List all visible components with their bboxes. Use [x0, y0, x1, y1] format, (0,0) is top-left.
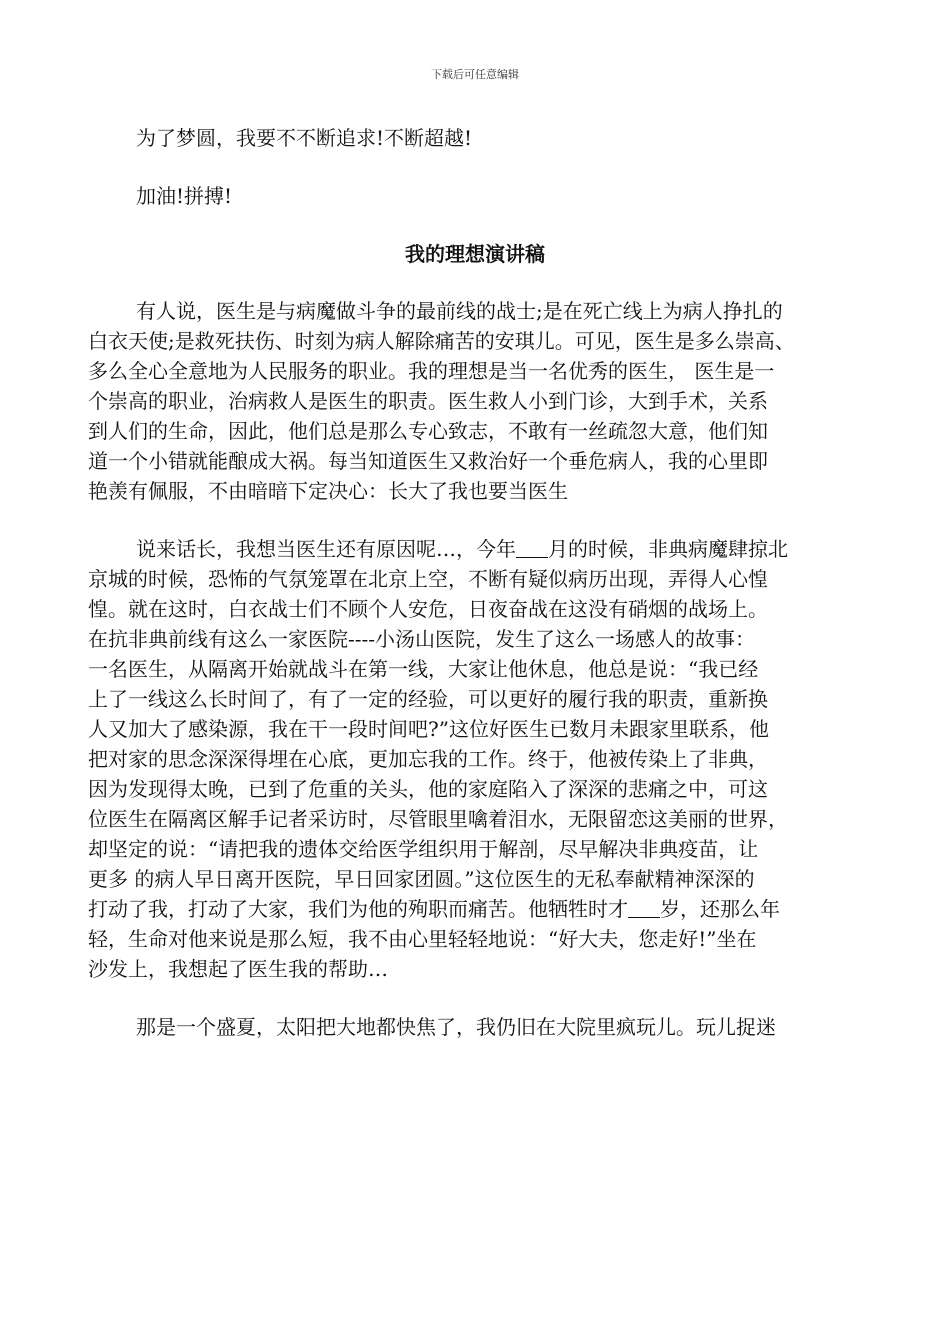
line-text: 月的时候，非典病魔肆掠北 — [548, 537, 788, 561]
paragraph-line: 上了一线这么长时间了，有了一定的经验，可以更好的履行我的职责，重新换 — [88, 687, 768, 711]
document-title: 我的理想演讲稿 — [405, 242, 545, 266]
paragraph-line: 在抗非典前线有这么一家医院----小汤山医院，发生了这么一场感人的故事： — [88, 627, 756, 651]
intro-line: 为了梦圆，我要不不断追求!不断超越! — [136, 126, 473, 150]
paragraph-line: 道一个小错就能酿成大祸。每当知道医生又救治好一个垂危病人，我的心里即 — [88, 449, 768, 473]
paragraph-line — [88, 895, 868, 923]
paragraph-line: 多么全心全意地为人民服务的职业。我的理想是当一名优秀的医生， 医生是一 — [88, 359, 775, 383]
paragraph-line: 京城的时候，恐怖的气氛笼罩在北京上空，不断有疑似病历出现，弄得人心惶 — [88, 567, 768, 591]
page-header-note: 下载后可任意编辑 — [431, 68, 519, 81]
line-text: 说来话长，我想当医生还有原因呢…，今年 — [136, 537, 516, 561]
paragraph-line: 白衣天使;是救死扶伤、时刻为病人解除痛苦的安琪儿。可见，医生是多么崇高、 — [88, 329, 795, 353]
paragraph-line: 艳羡有佩服，不由暗暗下定决心：长大了我也要当医生 — [88, 479, 568, 503]
paragraph-line: 沙发上，我想起了医生我的帮助… — [88, 957, 388, 981]
paragraph-line: 那是一个盛夏，太阳把大地都快焦了，我仍旧在大院里疯玩儿。玩儿捉迷 — [136, 1015, 776, 1039]
paragraph-line: 有人说，医生是与病魔做斗争的最前线的战士;是在死亡线上为病人挣扎的 — [136, 299, 783, 323]
paragraph-line: 个崇高的职业，治病救人是医生的职责。医生救人小到门诊，大到手术，关系 — [88, 389, 768, 413]
paragraph-line: 人又加大了感染源，我在干一段时间吧?”这位好医生已数月未跟家里联系，他 — [88, 717, 769, 741]
line-text: 打动了我，打动了大家，我们为他的殉职而痛苦。他牺牲时才 — [88, 897, 628, 921]
paragraph-line: 一名医生，从隔离开始就战斗在第一线，大家让他休息，他总是说：“我已经 — [88, 657, 759, 681]
paragraph-line: 轻，生命对他来说是那么短，我不由心里轻轻地说：“好大夫，您走好!”坐在 — [88, 927, 757, 951]
paragraph-line: 因为发现得太晚，已到了危重的关头，他的家庭陷入了深深的悲痛之中，可这 — [88, 777, 768, 801]
paragraph-line: 却坚定的说：“请把我的遗体交给医学组织用于解剖，尽早解决非典疫苗，让 — [88, 837, 759, 861]
fill-in-blank — [628, 897, 660, 918]
paragraph-line — [136, 535, 866, 563]
line-text: 岁，还那么年 — [660, 897, 780, 921]
paragraph-line: 把对家的思念深深得埋在心底，更加忘我的工作。终于，他被传染上了非典， — [88, 747, 768, 771]
fill-in-blank — [516, 537, 548, 558]
paragraph-line: 位医生在隔离区解手记者采访时，尽管眼里噙着泪水，无限留恋这美丽的世界， — [88, 807, 788, 831]
intro-line: 加油!拼搏! — [136, 184, 233, 208]
paragraph-line: 更多 的病人早日离开医院，早日回家团圆。”这位医生的无私奉献精神深深的 — [88, 867, 755, 891]
paragraph-line: 惶。就在这时，白衣战士们不顾个人安危，日夜奋战在这没有硝烟的战场上。 — [88, 597, 768, 621]
paragraph-line: 到人们的生命，因此，他们总是那么专心致志，不敢有一丝疏忽大意，他们知 — [88, 419, 768, 443]
